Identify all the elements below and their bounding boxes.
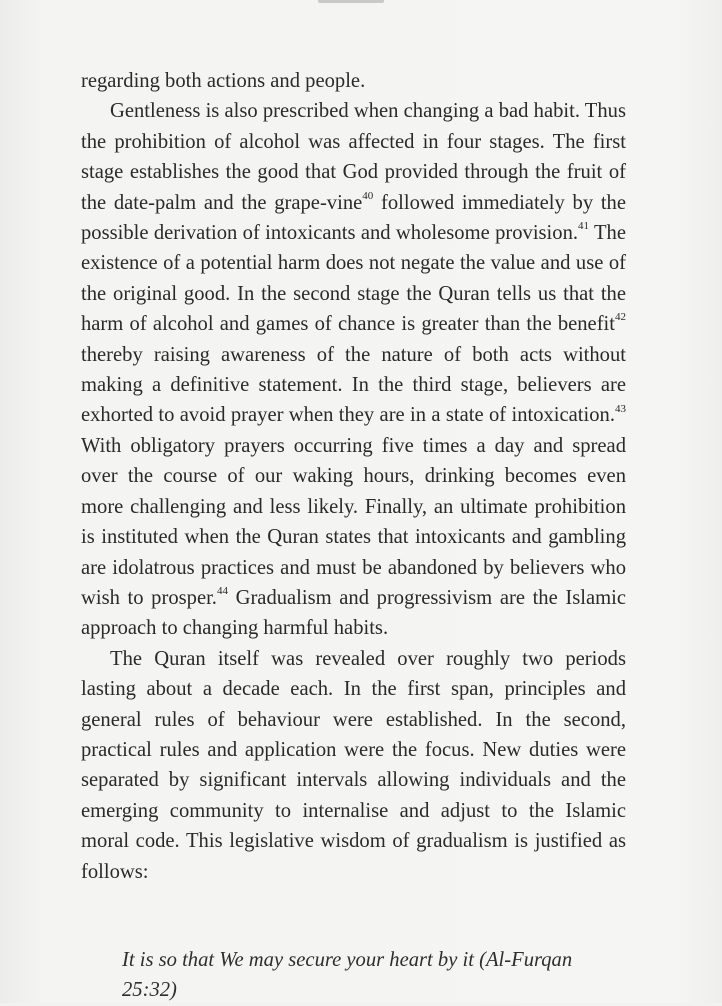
text-run: regarding both actions and people. [81,70,366,92]
paragraph [81,96,626,643]
text-run: Gentleness is also prescribed when changing a bad habit. Thus the prohibition of alcohol was affected in four stages. The first stage establishes the good that God provided through the fruit of the date-palm and the grape-vine [81,100,626,214]
body-text [81,66,626,887]
text-run: Gradualism and progressivism are the Islamic approach to changing harmful habits. [81,586,626,640]
text-run: thereby raising awareness of the nature of both acts without making a definitive statement. In the third stage, believers are exhorted to avoid prayer when they are in a state of intoxication. [81,343,626,427]
paragraph [81,644,626,887]
page-top-edge-mark [318,0,384,3]
paragraph [81,66,626,96]
text-run: The Quran itself was revealed over roughly two periods lasting about a decade each. In the first span, principles and general rules of behaviour were established. In the second, practical rules and application were the focus. New duties were separated by significant intervals allowing individuals and the emerging community to internalise and adjust to the Islamic moral code. This legislative wisdom of gradualism is justified as follows: [81,647,626,883]
text-run: followed immediately by the possible derivation of intoxicants and wholesome provision. [81,191,626,245]
footnote-marker: 40 [362,189,374,202]
block-quote: It is so that We may secure your heart by it (Al-Furqan 25:32) [122,949,573,1002]
footnote-marker: 41 [578,220,590,233]
text-run: With obligatory prayers occurring five times a day and spread over the course of our waking hours, drinking becomes even more challenging and less likely. Finally, an ultimate prohibition is instituted when the Quran states that intoxicants and gambling are idolatrous practices and must be abandoned by believers who wish to prosper. [81,434,626,609]
footnote-marker: 44 [216,585,228,598]
footnote-marker: 42 [615,311,626,324]
footnote-marker: 43 [615,402,626,415]
text-run: The existence of a potential harm does not negate the value and use of the original good. In the second stage the Quran tells us that the harm of alcohol and games of chance is greater than the benefit [81,222,626,336]
